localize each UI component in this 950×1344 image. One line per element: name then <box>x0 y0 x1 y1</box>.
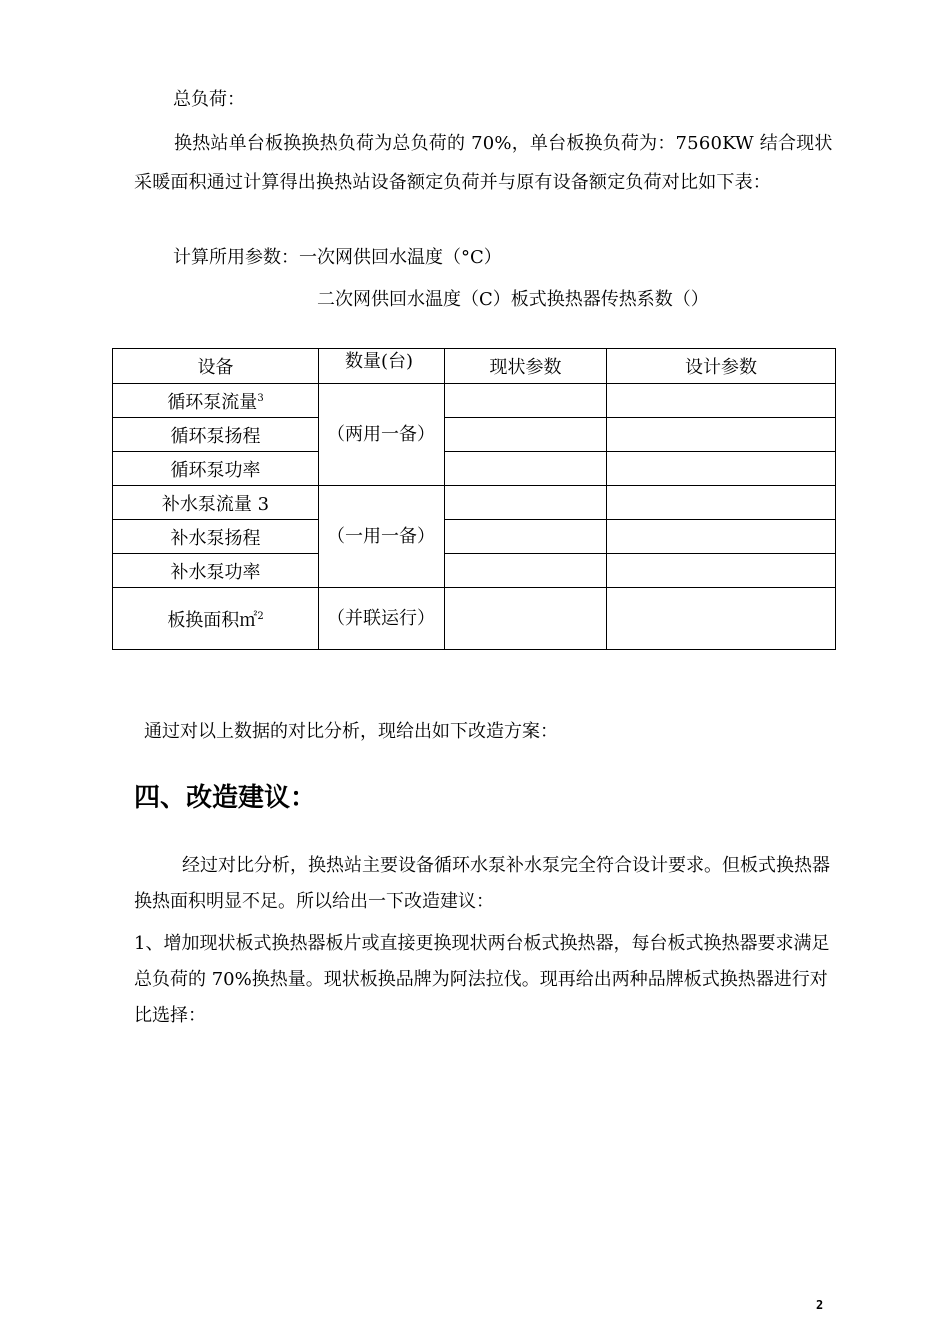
table-row <box>113 554 836 588</box>
cell-current <box>445 384 607 418</box>
page-number: 2 <box>816 1298 824 1312</box>
cell-current <box>445 520 607 554</box>
cell-design <box>607 588 836 650</box>
cell-current <box>445 486 607 520</box>
qty-makeup-pumps: （一用一备） <box>319 486 445 588</box>
equipment-comparison-table <box>112 348 836 650</box>
cell-current <box>445 418 607 452</box>
analysis-sentence: 通过对以上数据的对比分析，现给出如下改造方案： <box>144 721 558 742</box>
secondary-params-line: 二次网供回水温度（C）板式换热器传热系数（） <box>317 289 709 310</box>
row-label-makeup-flow: 补水泵流量 3 <box>113 486 319 520</box>
row-label-plate-area <box>113 588 319 650</box>
header-equipment: 设备 <box>113 349 319 384</box>
circ-flow-superscript: 3 <box>257 392 264 404</box>
table-row <box>113 486 836 520</box>
header-design-params: 设计参数 <box>607 349 836 384</box>
cell-design <box>607 486 836 520</box>
row-label-makeup-head: 补水泵扬程 <box>113 520 319 554</box>
cell-current <box>445 588 607 650</box>
section-heading-recommendations: 四、改造建议： <box>134 783 317 813</box>
circ-flow-text: 循环泵流量 <box>167 391 258 413</box>
cell-design <box>607 384 836 418</box>
cell-design <box>607 554 836 588</box>
row-label-circ-flow <box>113 384 319 418</box>
calc-params-line: 计算所用参数：一次网供回水温度（°C） <box>173 247 502 268</box>
cell-design <box>607 452 836 486</box>
cell-current <box>445 452 607 486</box>
cell-current <box>445 554 607 588</box>
table-header-row <box>113 349 836 384</box>
table-row <box>113 588 836 650</box>
cell-design <box>607 520 836 554</box>
recommendation-item-1: 1、增加现状板式换热器板片或直接更换现状两台板式换热器，每台板式换热器要求满足总负荷的 70%换热量。现状板换品牌为阿法拉伐。现再给出两种品牌板式换热器进行对比选择： <box>134 933 830 1026</box>
row-label-circ-head: 循环泵扬程 <box>113 418 319 452</box>
qty-plate-exchangers: （并联运行） <box>319 588 445 650</box>
header-quantity: 数量(台) <box>319 349 445 384</box>
analysis-paragraph: 经过对比分析，换热站主要设备循环水泵补水泵完全符合设计要求。但板式换热器换热面积明显不足。所以给出一下改造建议： <box>134 855 830 912</box>
row-label-circ-power: 循环泵功率 <box>113 452 319 486</box>
cell-design <box>607 418 836 452</box>
table-row <box>113 452 836 486</box>
table-row <box>113 384 836 418</box>
header-current-params: 现状参数 <box>445 349 607 384</box>
table-row <box>113 520 836 554</box>
qty-circulation-pumps: （两用一备） <box>319 384 445 486</box>
plate-area-text: 板换面积㎡ <box>167 609 258 631</box>
load-paragraph: 换热站单台板换换热负荷为总负荷的 70%，单台板换负荷为：7560KW 结合现状采暖面积通过计算得出换热站设备额定负荷并与原有设备额定负荷对比如下表： <box>134 133 833 193</box>
total-load-label: 总负荷： <box>173 89 245 110</box>
table-row <box>113 418 836 452</box>
plate-area-superscript: 2 <box>257 610 264 622</box>
row-label-makeup-power: 补水泵功率 <box>113 554 319 588</box>
